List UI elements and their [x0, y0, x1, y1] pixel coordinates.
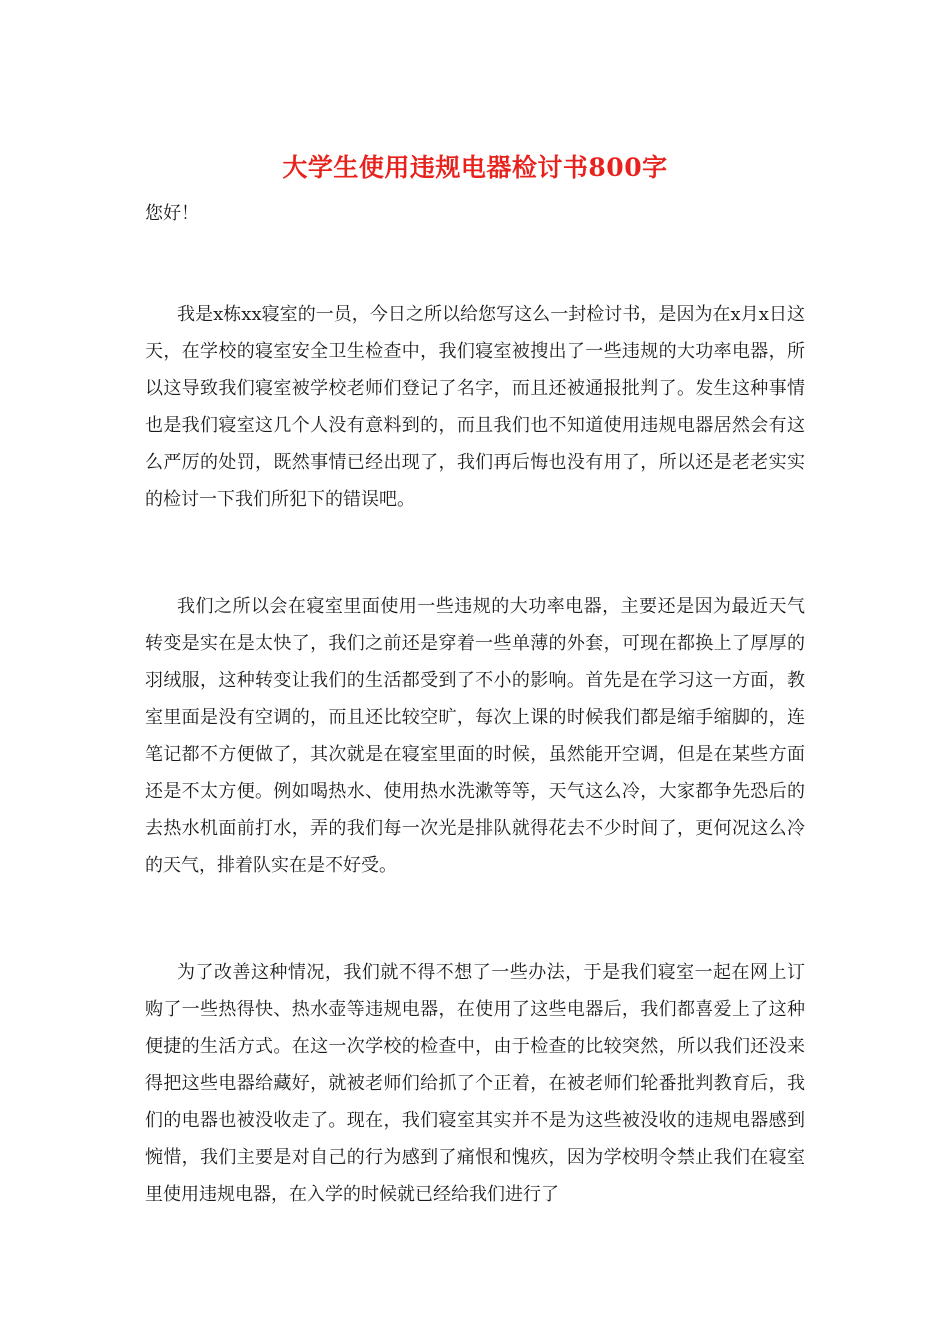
- document-title: 大学生使用违规电器检讨书800字: [282, 153, 668, 182]
- paragraph-3: 为了改善这种情况，我们就不得不想了一些办法，于是我们寝室一起在网上订购了一些热得快、热水壶等违规电器，在使用了这些电器后，我们都喜爱上了这种便捷的生活方式。在这一次学校的检查中，由于检查的比较突然，所以我们还没来得把这些电器给藏好，就被老师们给抓了个正着，在被老师们轮番批判教育后，我们的电器也被没收走了。现在，我们寝室其实并不是为这些被没收的违规电器感到惋惜，我们主要是对自己的行为感到了痛恨和愧疚，因为学校明令禁止我们在寝室里使用违规电器，在入学的时候就已经给我们进行了: [145, 962, 805, 1205]
- paragraph-2: 我们之所以会在寝室里面使用一些违规的大功率电器，主要还是因为最近天气转变是实在是太快了，我们之前还是穿着一些单薄的外套，可现在都换上了厚厚的羽绒服，这种转变让我们的生活都受到了不小的影响。首先是在学习这一方面，教室里面是没有空调的，而且还比较空旷，每次上课的时候我们都是缩手缩脚的，连笔记都不方便做了，其次就是在寝室里面的时候，虽然能开空调，但是在某些方面还是不太方便。例如喝热水、使用热水洗漱等等，天气这么冷，大家都争先恐后的去热水机面前打水，弄的我们每一次光是排队就得花去不少时间了，更何况这么冷的天气，排着队实在是不好受。: [145, 596, 805, 876]
- greeting: 您好！: [145, 203, 199, 224]
- paragraph-1: 我是x栋xx寝室的一员，今日之所以给您写这么一封检讨书，是因为在x月x日这天，在学校的寝室安全卫生检查中，我们寝室被搜出了一些违规的大功率电器，所以这导致我们寝室被学校老师们登记了名字，而且还被通报批判了。发生这种事情也是我们寝室这几个人没有意料到的，而且我们也不知道使用违规电器居然会有这么严厉的处罚，既然事情已经出现了，我们再后悔也没有用了，所以还是老老实实的检讨一下我们所犯下的错误吧。: [145, 304, 805, 510]
